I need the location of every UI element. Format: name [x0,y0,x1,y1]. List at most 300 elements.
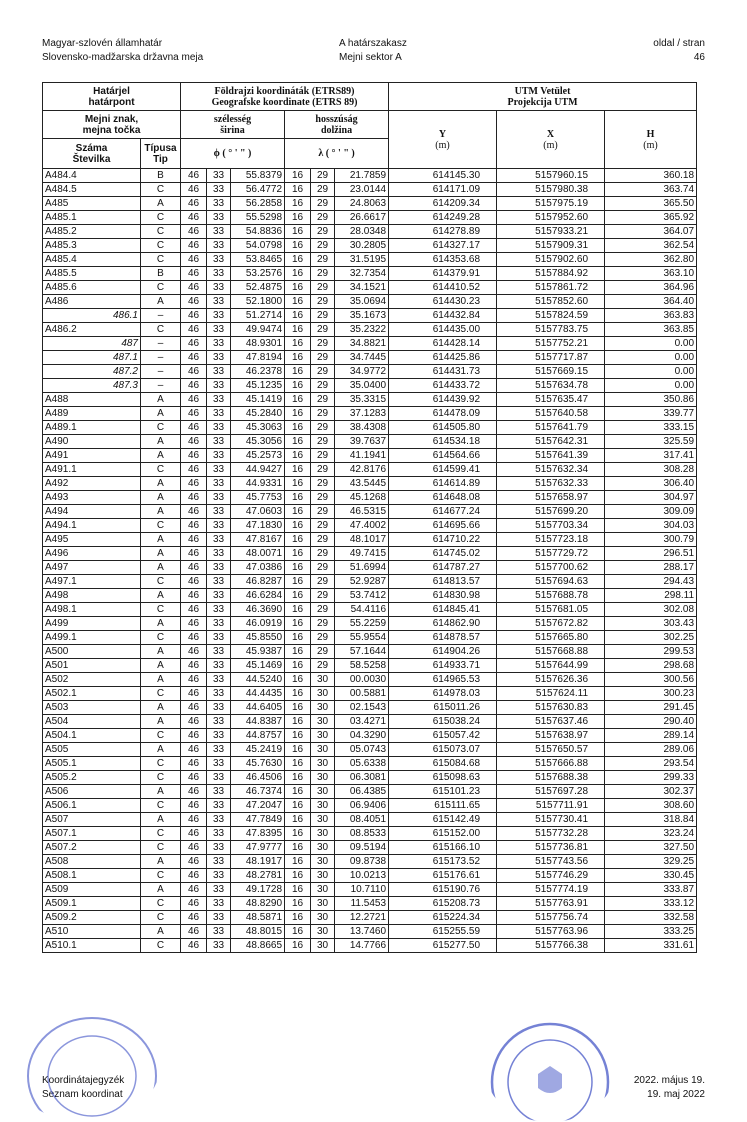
cell-lat-deg: 46 [181,813,207,827]
cell-utm-y: 614327.17 [389,239,497,253]
cell-lon-deg: 16 [285,519,311,533]
cell-lon-sec: 05.6338 [335,757,389,771]
cell-lon-sec: 46.5315 [335,505,389,519]
cell-lat-min: 33 [207,939,231,953]
cell-lat-deg: 46 [181,589,207,603]
cell-point-number: A509.2 [43,911,141,925]
h-header: H (m) [605,111,697,169]
cell-lon-sec: 34.7445 [335,351,389,365]
cell-height: 363.83 [605,309,697,323]
cell-lon-min: 29 [311,631,335,645]
cell-type: A [141,715,181,729]
cell-type: C [141,225,181,239]
cell-lon-min: 29 [311,309,335,323]
cell-height: 325.59 [605,435,697,449]
cell-utm-x: 5157824.59 [497,309,605,323]
cell-lat-min: 33 [207,715,231,729]
cell-point-number: A504 [43,715,141,729]
cell-lon-min: 30 [311,939,335,953]
footer-doc-sl: Seznam koordinat [42,1089,123,1100]
cell-point-number: A500 [43,645,141,659]
cell-height: 350.86 [605,393,697,407]
cell-lon-deg: 16 [285,575,311,589]
cell-utm-y: 614904.26 [389,645,497,659]
cell-lon-deg: 16 [285,799,311,813]
cell-type: A [141,491,181,505]
cell-lat-deg: 46 [181,519,207,533]
cell-utm-x: 5157902.60 [497,253,605,267]
cell-lon-sec: 35.3315 [335,393,389,407]
cell-lat-sec: 44.9331 [231,477,285,491]
cell-lat-sec: 46.4506 [231,771,285,785]
cell-lon-min: 30 [311,757,335,771]
cell-lon-deg: 16 [285,365,311,379]
cell-lat-sec: 45.7630 [231,757,285,771]
cell-lat-deg: 46 [181,687,207,701]
cell-lon-deg: 16 [285,197,311,211]
cell-lon-min: 29 [311,281,335,295]
cell-height: 302.25 [605,631,697,645]
phi-header: ϕ ( ° ' " ) [181,139,285,169]
cell-utm-x: 5157658.97 [497,491,605,505]
cell-type: A [141,197,181,211]
cell-lat-min: 33 [207,827,231,841]
cell-type: A [141,295,181,309]
cell-height: 299.53 [605,645,697,659]
cell-lat-sec: 53.8465 [231,253,285,267]
cell-utm-x: 5157975.19 [497,197,605,211]
cell-utm-x: 5157637.46 [497,715,605,729]
cell-type: A [141,617,181,631]
cell-lat-sec: 46.2378 [231,365,285,379]
table-row [43,225,697,239]
cell-utm-x: 5157630.83 [497,701,605,715]
cell-height: 289.06 [605,743,697,757]
cell-utm-x: 5157641.39 [497,449,605,463]
cell-height: 360.18 [605,169,697,183]
table-row [43,169,697,183]
footer-left [42,1074,124,1102]
cell-utm-x: 5157644.99 [497,659,605,673]
cell-point-number: A494 [43,505,141,519]
cell-lon-min: 30 [311,785,335,799]
cell-utm-x: 5157681.05 [497,603,605,617]
cell-lon-sec: 10.0213 [335,869,389,883]
cell-type: C [141,603,181,617]
cell-lon-min: 30 [311,883,335,897]
cell-type: A [141,925,181,939]
cell-lon-deg: 16 [285,183,311,197]
cell-lat-deg: 46 [181,491,207,505]
cell-lon-deg: 16 [285,715,311,729]
table-row [43,547,697,561]
cell-lon-sec: 06.3081 [335,771,389,785]
cell-utm-y: 614430.23 [389,295,497,309]
cell-utm-x: 5157688.78 [497,589,605,603]
cell-lon-sec: 24.8063 [335,197,389,211]
cell-lon-min: 29 [311,337,335,351]
cell-utm-y: 615176.61 [389,869,497,883]
cell-lat-deg: 46 [181,365,207,379]
cell-type: A [141,659,181,673]
cell-lat-min: 33 [207,169,231,183]
cell-lon-min: 30 [311,701,335,715]
table-row [43,827,697,841]
table-row [43,729,697,743]
cell-lat-sec: 44.6405 [231,701,285,715]
cell-height: 331.61 [605,939,697,953]
cell-lon-deg: 16 [285,897,311,911]
cell-lat-sec: 46.0919 [231,617,285,631]
cell-point-number: A492 [43,477,141,491]
cell-lon-sec: 11.5453 [335,897,389,911]
cell-lon-min: 30 [311,911,335,925]
cell-lat-sec: 53.2576 [231,267,285,281]
cell-type: – [141,379,181,393]
cell-lon-min: 29 [311,575,335,589]
cell-lat-min: 33 [207,673,231,687]
cell-lon-min: 29 [311,239,335,253]
cell-lat-sec: 55.8379 [231,169,285,183]
cell-lon-deg: 16 [285,701,311,715]
cell-lon-min: 29 [311,169,335,183]
cell-utm-x: 5157884.92 [497,267,605,281]
cell-lon-min: 29 [311,365,335,379]
cell-lat-min: 33 [207,183,231,197]
cell-lon-sec: 57.1644 [335,645,389,659]
cell-height: 333.12 [605,897,697,911]
cell-lon-deg: 16 [285,421,311,435]
cell-utm-y: 614695.66 [389,519,497,533]
cell-lon-sec: 08.8533 [335,827,389,841]
cell-height: 298.11 [605,589,697,603]
cell-utm-y: 614965.53 [389,673,497,687]
cell-lon-min: 30 [311,869,335,883]
cell-lat-min: 33 [207,729,231,743]
cell-lon-deg: 16 [285,869,311,883]
cell-lon-min: 30 [311,743,335,757]
cell-lat-min: 33 [207,449,231,463]
cell-lat-min: 33 [207,911,231,925]
cell-point-number: A510 [43,925,141,939]
cell-lon-deg: 16 [285,463,311,477]
cell-lat-sec: 45.8550 [231,631,285,645]
cell-lat-deg: 46 [181,883,207,897]
table-row [43,393,697,407]
slovenian-seal-stamp [486,1022,614,1122]
cell-lat-sec: 46.6284 [231,589,285,603]
cell-utm-x: 5157711.91 [497,799,605,813]
cell-lat-deg: 46 [181,281,207,295]
cell-point-number: A497.1 [43,575,141,589]
table-row [43,295,697,309]
cell-lon-min: 29 [311,435,335,449]
table-row [43,211,697,225]
cell-utm-x: 5157746.29 [497,869,605,883]
cell-lat-deg: 46 [181,379,207,393]
cell-point-number: A510.1 [43,939,141,953]
cell-type: A [141,785,181,799]
cell-lon-min: 29 [311,379,335,393]
table-row [43,869,697,883]
cell-lon-min: 30 [311,855,335,869]
cell-point-number: A505 [43,743,141,757]
cell-lat-min: 33 [207,519,231,533]
cell-lat-min: 33 [207,295,231,309]
cell-lon-deg: 16 [285,561,311,575]
cell-lat-deg: 46 [181,925,207,939]
cell-lat-min: 33 [207,841,231,855]
cell-utm-y: 614599.41 [389,463,497,477]
cell-type: C [141,939,181,953]
table-row [43,855,697,869]
table-row [43,435,697,449]
cell-point-number: A484.5 [43,183,141,197]
cell-lat-min: 33 [207,477,231,491]
header-center [339,37,407,65]
cell-point-number: A485.6 [43,281,141,295]
cell-lat-min: 33 [207,813,231,827]
cell-lat-min: 33 [207,561,231,575]
cell-height: 363.74 [605,183,697,197]
cell-lon-min: 29 [311,547,335,561]
cell-lat-min: 33 [207,785,231,799]
cell-lon-min: 29 [311,323,335,337]
cell-utm-x: 5157933.21 [497,225,605,239]
cell-lat-min: 33 [207,337,231,351]
cell-lat-sec: 48.1917 [231,855,285,869]
cell-utm-y: 614813.57 [389,575,497,589]
cell-lon-deg: 16 [285,827,311,841]
cell-lat-sec: 47.8194 [231,351,285,365]
cell-lon-min: 29 [311,477,335,491]
table-row [43,519,697,533]
cell-lat-sec: 48.8290 [231,897,285,911]
cell-utm-x: 5157736.81 [497,841,605,855]
cell-lat-min: 33 [207,379,231,393]
cell-lon-sec: 10.7110 [335,883,389,897]
cell-utm-y: 615208.73 [389,897,497,911]
cell-lon-sec: 54.4116 [335,603,389,617]
hungarian-seal-stamp [10,1010,160,1122]
cell-lat-deg: 46 [181,505,207,519]
cell-lat-sec: 47.8395 [231,827,285,841]
cell-utm-x: 5157650.57 [497,743,605,757]
cell-utm-x: 5157632.33 [497,477,605,491]
cell-lat-sec: 47.0386 [231,561,285,575]
cell-height: 0.00 [605,379,697,393]
cell-utm-x: 5157717.87 [497,351,605,365]
cell-type: C [141,183,181,197]
cell-utm-y: 615038.24 [389,715,497,729]
cell-lat-sec: 51.2714 [231,309,285,323]
cell-lon-sec: 21.7859 [335,169,389,183]
cell-utm-x: 5157952.60 [497,211,605,225]
cell-lat-sec: 55.5298 [231,211,285,225]
cell-type: C [141,211,181,225]
cell-height: 309.09 [605,505,697,519]
cell-lat-sec: 47.8167 [231,533,285,547]
cell-lat-sec: 45.1419 [231,393,285,407]
cell-lon-min: 29 [311,183,335,197]
cell-lat-deg: 46 [181,547,207,561]
cell-lat-min: 33 [207,575,231,589]
cell-lon-min: 29 [311,253,335,267]
cell-utm-y: 615084.68 [389,757,497,771]
cell-lat-deg: 46 [181,225,207,239]
cell-utm-x: 5157640.58 [497,407,605,421]
cell-lon-sec: 06.4385 [335,785,389,799]
cell-lat-deg: 46 [181,169,207,183]
cell-lat-sec: 46.3690 [231,603,285,617]
cell-point-number: A485.5 [43,267,141,281]
table-row [43,743,697,757]
cell-lon-deg: 16 [285,673,311,687]
table-row [43,309,697,323]
cell-lon-min: 30 [311,715,335,729]
type-header: Típusa Tip [141,139,181,169]
cell-utm-y: 615101.23 [389,785,497,799]
table-row [43,701,697,715]
cell-lon-deg: 16 [285,813,311,827]
cell-lon-min: 29 [311,225,335,239]
footer-right [634,1074,705,1102]
cell-lon-deg: 16 [285,309,311,323]
cell-lat-min: 33 [207,393,231,407]
cell-lon-deg: 16 [285,323,311,337]
cell-lon-sec: 35.0694 [335,295,389,309]
cell-lat-deg: 46 [181,561,207,575]
cell-lat-min: 33 [207,421,231,435]
cell-type: A [141,533,181,547]
cell-lat-deg: 46 [181,309,207,323]
cell-lat-min: 33 [207,771,231,785]
table-row [43,785,697,799]
cell-lat-sec: 52.4875 [231,281,285,295]
cell-utm-x: 5157723.18 [497,533,605,547]
cell-type: C [141,253,181,267]
cell-point-number: A491.1 [43,463,141,477]
cell-lat-min: 33 [207,645,231,659]
lat-header: szélesség širina [181,111,285,139]
table-row [43,589,697,603]
cell-lat-sec: 47.2047 [231,799,285,813]
cell-lat-sec: 49.9474 [231,323,285,337]
cell-point-number: 487.1 [43,351,141,365]
cell-lon-min: 29 [311,211,335,225]
cell-lat-min: 33 [207,659,231,673]
cell-lon-deg: 16 [285,589,311,603]
cell-lon-sec: 34.1521 [335,281,389,295]
cell-lat-sec: 48.8665 [231,939,285,953]
cell-lon-deg: 16 [285,505,311,519]
cell-type: – [141,337,181,351]
cell-point-number: A507.1 [43,827,141,841]
cell-lat-min: 33 [207,351,231,365]
table-row [43,799,697,813]
cell-point-number: A493 [43,491,141,505]
header-title-hu: Magyar-szlovén államhatár [42,38,163,49]
cell-utm-y: 614845.41 [389,603,497,617]
cell-point-number: A506.1 [43,799,141,813]
cell-utm-y: 614278.89 [389,225,497,239]
cell-lat-sec: 44.9427 [231,463,285,477]
cell-lat-deg: 46 [181,197,207,211]
cell-height: 291.45 [605,701,697,715]
cell-point-number: A506 [43,785,141,799]
cell-utm-x: 5157703.34 [497,519,605,533]
cell-height: 364.07 [605,225,697,239]
table-row [43,883,697,897]
cell-height: 290.40 [605,715,697,729]
cell-lon-deg: 16 [285,911,311,925]
cell-lon-deg: 16 [285,883,311,897]
cell-type: A [141,589,181,603]
cell-height: 365.92 [605,211,697,225]
cell-lat-deg: 46 [181,911,207,925]
cell-type: C [141,771,181,785]
table-row [43,463,697,477]
cell-utm-y: 614353.68 [389,253,497,267]
table-row [43,813,697,827]
cell-height: 329.25 [605,855,697,869]
cell-utm-y: 615277.50 [389,939,497,953]
table-row [43,491,697,505]
cell-type: A [141,547,181,561]
cell-point-number: A485.3 [43,239,141,253]
cell-lon-min: 29 [311,351,335,365]
cell-lon-sec: 03.4271 [335,715,389,729]
cell-utm-x: 5157688.38 [497,771,605,785]
cell-type: C [141,799,181,813]
cell-point-number: A502 [43,673,141,687]
cell-utm-x: 5157634.78 [497,379,605,393]
cell-lon-deg: 16 [285,659,311,673]
cell-lat-deg: 46 [181,463,207,477]
cell-lat-min: 33 [207,589,231,603]
cell-type: A [141,645,181,659]
cell-lat-min: 33 [207,407,231,421]
cell-height: 304.97 [605,491,697,505]
cell-utm-x: 5157641.79 [497,421,605,435]
cell-height: 306.40 [605,477,697,491]
cell-lat-min: 33 [207,239,231,253]
lambda-header: λ ( ° ' " ) [285,139,389,169]
cell-utm-y: 614433.72 [389,379,497,393]
cell-lon-deg: 16 [285,729,311,743]
cell-point-number: A497 [43,561,141,575]
cell-utm-y: 614145.30 [389,169,497,183]
geo-header: Földrajzi koordináták (ETRS89) Geografske koordinate (ETRS 89) [181,83,389,111]
cell-point-number: A509 [43,883,141,897]
cell-lat-min: 33 [207,463,231,477]
cell-type: C [141,239,181,253]
header-left [42,37,203,65]
cell-type: C [141,841,181,855]
cell-lat-sec: 54.8836 [231,225,285,239]
cell-type: A [141,813,181,827]
cell-type: A [141,855,181,869]
cell-type: A [141,477,181,491]
cell-lon-sec: 51.6994 [335,561,389,575]
table-row [43,505,697,519]
cell-lon-sec: 38.4308 [335,421,389,435]
cell-utm-x: 5157743.56 [497,855,605,869]
cell-lat-deg: 46 [181,449,207,463]
cell-lat-min: 33 [207,603,231,617]
cell-lon-min: 29 [311,617,335,631]
cell-utm-y: 615224.34 [389,911,497,925]
